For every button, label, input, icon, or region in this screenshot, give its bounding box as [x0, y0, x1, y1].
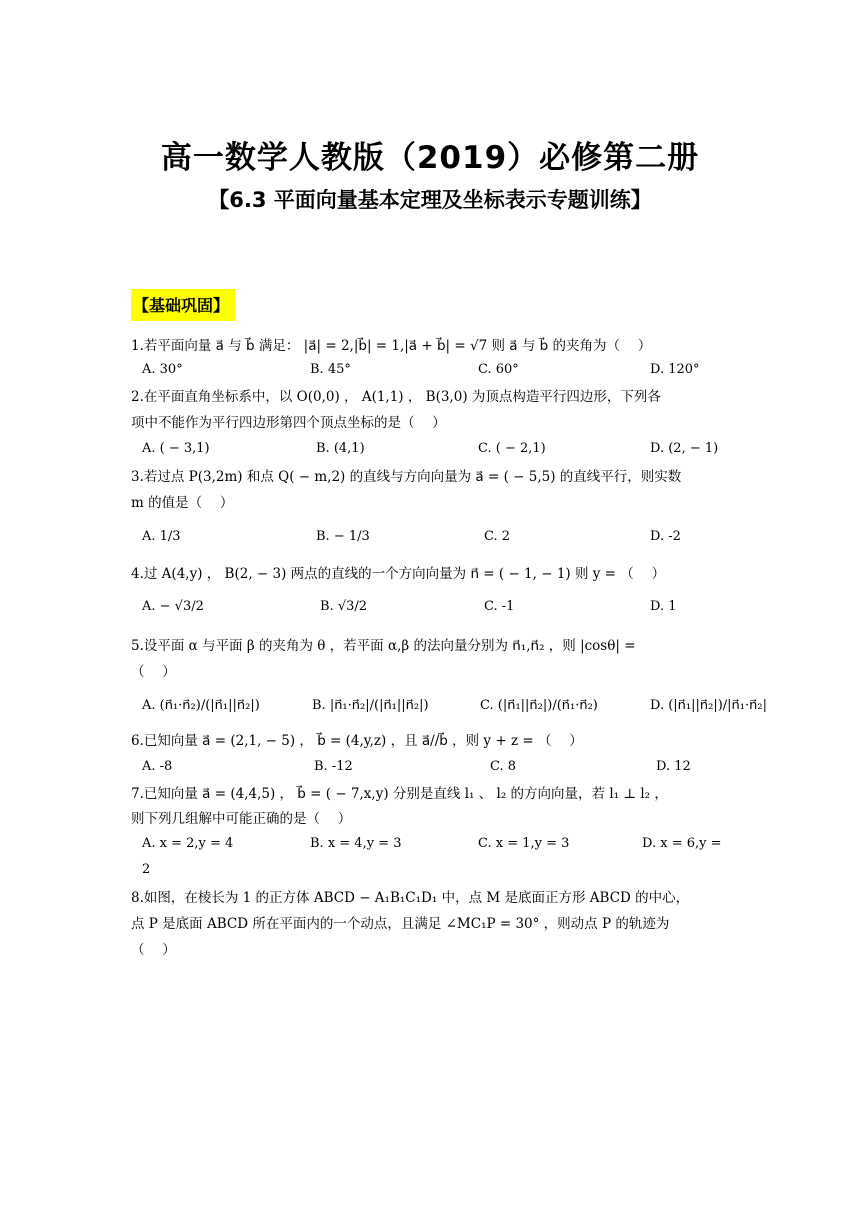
question-7-option-d: D. x = 6,y =: [642, 836, 722, 851]
question-1-option-b: B. 45°: [310, 362, 351, 377]
question-6-option-b: B. -12: [314, 759, 353, 774]
question-5-stem-line-2: （ ）: [131, 664, 176, 680]
question-3-option-b: B. − 1/3: [316, 529, 370, 544]
question-8-stem-line-2: 点 P 是底面 ABCD 所在平面内的一个动点，且满足 ∠MC₁P = 30° ，则动点 P 的轨迹为: [131, 916, 670, 932]
question-7-option-c: C. x = 1,y = 3: [478, 836, 570, 851]
question-4-option-d: D. 1: [650, 599, 677, 614]
question-5-stem-line-1: 5.设平面 α 与平面 β 的夹角为 θ ，若平面 α,β 的法向量分别为 n⃗₁,n⃗₂ ，则 |cosθ| =: [131, 638, 636, 654]
question-2-option-b: B. (4,1): [316, 441, 365, 456]
question-1-option-c: C. 60°: [478, 362, 519, 377]
question-4-option-a: A. − √3/2: [142, 599, 204, 614]
document-title: 高一数学人教版（2019）必修第二册: [160, 140, 700, 176]
question-1-stem: 1.若平面向量 a⃗ 与 b⃗ 满足： |a⃗| = 2,|b⃗| = 1,|a⃗ + b⃗| = √7 则 a⃗ 与 b⃗ 的夹角为（ ）: [131, 338, 652, 354]
question-5-option-a: A. (n⃗₁·n⃗₂)/(|n⃗₁||n⃗₂|): [142, 698, 260, 713]
question-2-stem-line-2: 项中不能作为平行四边形第四个顶点坐标的是（ ）: [131, 415, 446, 431]
question-6-option-d: D. 12: [656, 759, 691, 774]
question-4-option-b: B. √3/2: [320, 599, 368, 614]
document-subtitle: 【6.3 平面向量基本定理及坐标表示专题训练】: [208, 188, 652, 212]
section-label: 【基础巩固】: [131, 289, 235, 321]
question-2-stem-line-1: 2.在平面直角坐标系中，以 O(0,0) ， A(1,1) ， B(3,0) 为顶点构造平行四边形，下列各: [131, 389, 661, 405]
question-4-stem: 4.过 A(4,y) ， B(2, − 3) 两点的直线的一个方向向量为 n⃗ = ( − 1, − 1) 则 y = （ ）: [131, 566, 666, 582]
question-3-option-c: C. 2: [484, 529, 511, 544]
question-5-option-d: D. (|n⃗₁||n⃗₂|)/|n⃗₁·n⃗₂|: [650, 698, 767, 713]
question-1-option-d: D. 120°: [650, 362, 700, 377]
question-2-option-c: C. ( − 2,1): [478, 441, 546, 456]
question-7-option-d-wrap: 2: [142, 862, 151, 877]
question-1-option-a: A. 30°: [142, 362, 183, 377]
question-5-option-b: B. |n⃗₁·n⃗₂|/(|n⃗₁||n⃗₂|): [312, 698, 429, 713]
question-7-option-b: B. x = 4,y = 3: [310, 836, 402, 851]
question-3-option-a: A. 1/3: [142, 529, 181, 544]
question-2-option-a: A. ( − 3,1): [142, 441, 210, 456]
question-7-stem-line-1: 7.已知向量 a⃗ = (4,4,5) ， b⃗ = ( − 7,x,y) 分别是直线 l₁ 、 l₂ 的方向向量，若 l₁ ⊥ l₂ ，: [131, 786, 668, 802]
question-8-stem-line-3: （ ）: [131, 942, 176, 958]
question-2-option-d: D. (2, − 1): [650, 441, 719, 456]
question-6-option-a: A. -8: [142, 759, 173, 774]
question-3-stem-line-1: 3.若过点 P(3,2m) 和点 Q( − m,2) 的直线与方向向量为 a⃗ = ( − 5,5) 的直线平行，则实数: [131, 469, 682, 485]
question-3-stem-line-2: m 的值是（ ）: [131, 495, 234, 511]
question-8-stem-line-1: 8.如图，在棱长为 1 的正方体 ABCD − A₁B₁C₁D₁ 中，点 M 是底面正方形 ABCD 的中心，: [131, 890, 690, 906]
question-7-option-a: A. x = 2,y = 4: [142, 836, 234, 851]
question-4-option-c: C. -1: [484, 599, 515, 614]
question-6-stem: 6.已知向量 a⃗ = (2,1, − 5) ， b⃗ = (4,y,z) ，且 a⃗//b⃗ ，则 y + z = （ ）: [131, 733, 583, 749]
question-7-stem-line-2: 则下列几组解中可能正确的是（ ）: [131, 811, 352, 827]
question-5-option-c: C. (|n⃗₁||n⃗₂|)/(n⃗₁·n⃗₂): [480, 698, 598, 713]
question-3-option-d: D. -2: [650, 529, 681, 544]
question-6-option-c: C. 8: [490, 759, 517, 774]
